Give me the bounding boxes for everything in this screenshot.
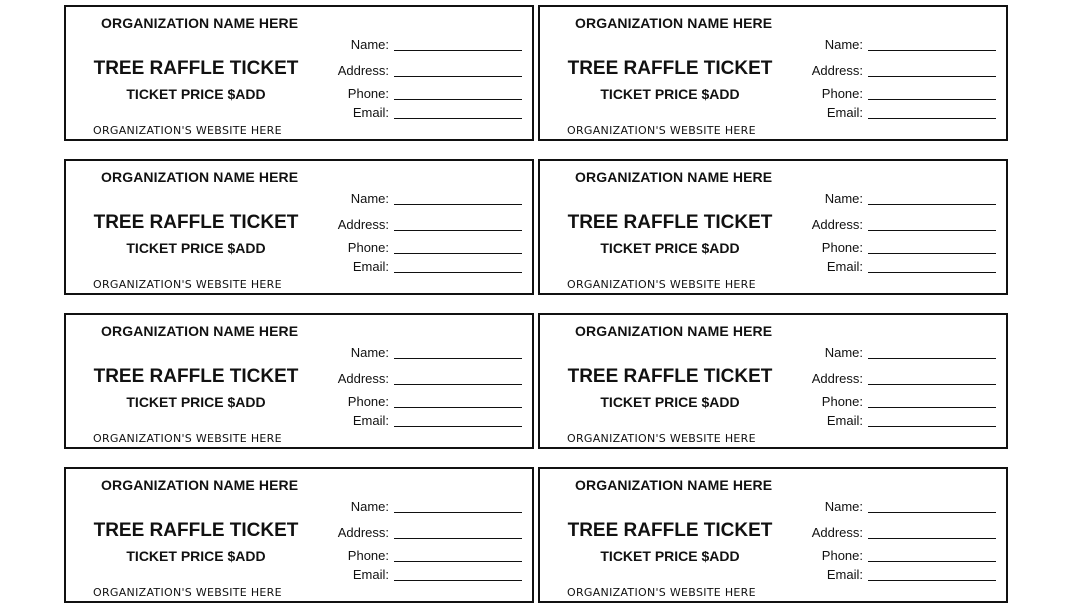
name-blank-line xyxy=(868,204,996,205)
name-field xyxy=(790,499,1000,517)
email-field xyxy=(316,105,526,123)
address-blank-line xyxy=(868,384,996,385)
phone-blank-line xyxy=(868,561,996,562)
address-blank-line xyxy=(394,384,522,385)
name-field xyxy=(790,345,1000,363)
address-label: Address: xyxy=(337,63,389,78)
ticket-title: TREE RAFFLE TICKET xyxy=(93,366,299,387)
organization-name: ORGANIZATION NAME HERE xyxy=(575,15,773,31)
address-field xyxy=(790,63,1000,81)
address-label: Address: xyxy=(337,525,389,540)
ticket-info xyxy=(66,7,336,139)
name-label: Name: xyxy=(824,499,863,514)
organization-website: ORGANIZATION'S WEBSITE HERE xyxy=(93,432,282,445)
address-field xyxy=(316,525,526,543)
address-label: Address: xyxy=(811,525,863,540)
email-label: Email: xyxy=(826,105,863,120)
phone-field xyxy=(790,394,1000,412)
name-blank-line xyxy=(868,50,996,51)
email-label: Email: xyxy=(352,105,389,120)
name-label: Name: xyxy=(350,345,389,360)
phone-field xyxy=(316,394,526,412)
phone-blank-line xyxy=(868,407,996,408)
address-blank-line xyxy=(394,230,522,231)
ticket-price: TICKET PRICE $ADD xyxy=(126,394,266,410)
phone-blank-line xyxy=(868,253,996,254)
name-blank-line xyxy=(394,358,522,359)
email-blank-line xyxy=(394,272,522,273)
email-field xyxy=(316,567,526,585)
raffle-ticket xyxy=(64,467,534,603)
email-label: Email: xyxy=(826,567,863,582)
raffle-ticket xyxy=(538,5,1008,141)
ticket-info xyxy=(540,469,810,601)
email-blank-line xyxy=(394,118,522,119)
address-label: Address: xyxy=(337,371,389,386)
name-field xyxy=(316,345,526,363)
ticket-price: TICKET PRICE $ADD xyxy=(600,548,740,564)
ticket-title: TREE RAFFLE TICKET xyxy=(93,58,299,79)
phone-label: Phone: xyxy=(821,548,863,563)
phone-blank-line xyxy=(868,99,996,100)
phone-label: Phone: xyxy=(821,240,863,255)
ticket-info xyxy=(66,469,336,601)
ticket-price: TICKET PRICE $ADD xyxy=(600,240,740,256)
ticket-info xyxy=(540,161,810,293)
address-field xyxy=(790,217,1000,235)
phone-field xyxy=(316,240,526,258)
address-field xyxy=(316,371,526,389)
email-blank-line xyxy=(394,426,522,427)
address-label: Address: xyxy=(337,217,389,232)
phone-blank-line xyxy=(394,407,522,408)
phone-field xyxy=(790,548,1000,566)
phone-label: Phone: xyxy=(347,394,389,409)
email-label: Email: xyxy=(352,567,389,582)
email-field xyxy=(790,105,1000,123)
organization-name: ORGANIZATION NAME HERE xyxy=(575,169,773,185)
phone-label: Phone: xyxy=(821,394,863,409)
email-field xyxy=(790,567,1000,585)
phone-label: Phone: xyxy=(821,86,863,101)
address-blank-line xyxy=(868,76,996,77)
organization-website: ORGANIZATION'S WEBSITE HERE xyxy=(567,432,756,445)
email-label: Email: xyxy=(826,259,863,274)
raffle-ticket xyxy=(64,313,534,449)
name-label: Name: xyxy=(350,191,389,206)
ticket-price: TICKET PRICE $ADD xyxy=(126,240,266,256)
address-label: Address: xyxy=(811,371,863,386)
phone-label: Phone: xyxy=(347,240,389,255)
email-blank-line xyxy=(868,118,996,119)
organization-website: ORGANIZATION'S WEBSITE HERE xyxy=(567,278,756,291)
ticket-price: TICKET PRICE $ADD xyxy=(600,86,740,102)
name-field xyxy=(316,191,526,209)
phone-blank-line xyxy=(394,253,522,254)
phone-blank-line xyxy=(394,561,522,562)
organization-name: ORGANIZATION NAME HERE xyxy=(101,15,299,31)
organization-website: ORGANIZATION'S WEBSITE HERE xyxy=(93,278,282,291)
raffle-ticket xyxy=(538,467,1008,603)
address-blank-line xyxy=(394,538,522,539)
phone-field xyxy=(316,548,526,566)
name-blank-line xyxy=(394,204,522,205)
email-blank-line xyxy=(394,580,522,581)
email-field xyxy=(316,413,526,431)
raffle-ticket xyxy=(64,5,534,141)
email-blank-line xyxy=(868,426,996,427)
organization-name: ORGANIZATION NAME HERE xyxy=(101,169,299,185)
ticket-price: TICKET PRICE $ADD xyxy=(600,394,740,410)
ticket-info xyxy=(540,7,810,139)
name-blank-line xyxy=(394,50,522,51)
name-field xyxy=(790,191,1000,209)
organization-name: ORGANIZATION NAME HERE xyxy=(101,477,299,493)
raffle-ticket xyxy=(64,159,534,295)
address-label: Address: xyxy=(811,63,863,78)
ticket-info xyxy=(66,161,336,293)
phone-field xyxy=(316,86,526,104)
address-field xyxy=(790,371,1000,389)
email-field xyxy=(316,259,526,277)
ticket-info xyxy=(66,315,336,447)
phone-blank-line xyxy=(394,99,522,100)
email-field xyxy=(790,259,1000,277)
address-field xyxy=(316,217,526,235)
ticket-title: TREE RAFFLE TICKET xyxy=(567,58,773,79)
ticket-info xyxy=(540,315,810,447)
phone-field xyxy=(790,86,1000,104)
organization-website: ORGANIZATION'S WEBSITE HERE xyxy=(567,586,756,599)
ticket-title: TREE RAFFLE TICKET xyxy=(567,366,773,387)
organization-website: ORGANIZATION'S WEBSITE HERE xyxy=(567,124,756,137)
name-label: Name: xyxy=(824,345,863,360)
name-blank-line xyxy=(868,512,996,513)
name-label: Name: xyxy=(350,37,389,52)
ticket-price: TICKET PRICE $ADD xyxy=(126,86,266,102)
raffle-ticket xyxy=(538,313,1008,449)
organization-website: ORGANIZATION'S WEBSITE HERE xyxy=(93,124,282,137)
name-blank-line xyxy=(868,358,996,359)
ticket-price: TICKET PRICE $ADD xyxy=(126,548,266,564)
ticket-title: TREE RAFFLE TICKET xyxy=(93,520,299,541)
name-field xyxy=(790,37,1000,55)
organization-name: ORGANIZATION NAME HERE xyxy=(101,323,299,339)
ticket-title: TREE RAFFLE TICKET xyxy=(93,212,299,233)
address-blank-line xyxy=(394,76,522,77)
name-label: Name: xyxy=(824,37,863,52)
name-blank-line xyxy=(394,512,522,513)
phone-label: Phone: xyxy=(347,548,389,563)
address-blank-line xyxy=(868,230,996,231)
email-label: Email: xyxy=(352,413,389,428)
name-field xyxy=(316,37,526,55)
ticket-title: TREE RAFFLE TICKET xyxy=(567,212,773,233)
email-blank-line xyxy=(868,272,996,273)
name-field xyxy=(316,499,526,517)
name-label: Name: xyxy=(824,191,863,206)
address-field xyxy=(790,525,1000,543)
address-field xyxy=(316,63,526,81)
name-label: Name: xyxy=(350,499,389,514)
phone-label: Phone: xyxy=(347,86,389,101)
email-blank-line xyxy=(868,580,996,581)
organization-website: ORGANIZATION'S WEBSITE HERE xyxy=(93,586,282,599)
email-label: Email: xyxy=(826,413,863,428)
organization-name: ORGANIZATION NAME HERE xyxy=(575,323,773,339)
email-field xyxy=(790,413,1000,431)
address-blank-line xyxy=(868,538,996,539)
organization-name: ORGANIZATION NAME HERE xyxy=(575,477,773,493)
address-label: Address: xyxy=(811,217,863,232)
phone-field xyxy=(790,240,1000,258)
ticket-title: TREE RAFFLE TICKET xyxy=(567,520,773,541)
raffle-ticket xyxy=(538,159,1008,295)
email-label: Email: xyxy=(352,259,389,274)
